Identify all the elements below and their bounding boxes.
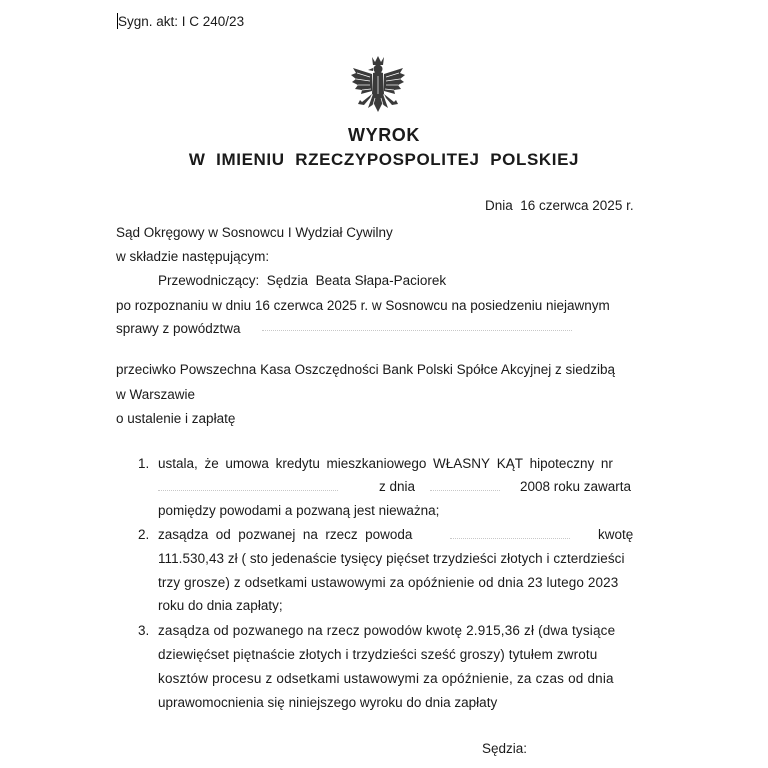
ruling-1-date-label: z dnia xyxy=(379,479,416,494)
document-title: WYROK xyxy=(348,125,420,145)
ruling-3-line-3: kosztów procesu z odsetkami ustawowymi za opóźnienie, za czas od dnia xyxy=(158,671,614,686)
word: ustala, xyxy=(158,456,198,471)
court-name: Sąd Okręgowy w Sosnowcu I Wydział Cywilny xyxy=(116,225,393,240)
case-from-label: sprawy z powództwa xyxy=(116,321,241,336)
defendant-line-1: przeciwko Powszechna Kasa Oszczędności Bank Polski Spółce Akcyjnej z siedzibą xyxy=(116,362,615,377)
ruling-1-line-1 xyxy=(158,455,613,472)
ruling-2-line-4: roku do dnia zapłaty; xyxy=(158,598,283,613)
presiding-judge: Przewodniczący: Sędzia Beata Słapa-Paciorek xyxy=(158,273,447,288)
word: mieszkaniowego xyxy=(326,456,427,471)
defendant-line-2: w Warszawie xyxy=(116,387,196,402)
word: kredytu xyxy=(275,456,320,471)
word: umowa xyxy=(225,456,269,471)
ruling-3-line-4: uprawomocnienia się niniejszego wyroku do dnia zapłaty xyxy=(158,695,498,710)
ruling-2-line-2: 111.530,43 zł ( sto jedenaście tysięcy pięćset trzydzieści złotych i czterdzieści xyxy=(158,551,625,566)
ruling-3-line-2: dziewięćset piętnaście złotych i trzydzieści sześć groszy) tytułem zwrotu xyxy=(158,647,598,662)
signature-label: Sędzia: xyxy=(482,741,528,756)
redacted-contract-date xyxy=(430,490,500,492)
ruling-2-line-3: trzy grosze) z odsetkami ustawowymi za opóźnienie od dnia 23 lutego 2023 xyxy=(158,575,619,590)
redacted-contract-number xyxy=(158,490,338,492)
ruling-2-line-1b: kwotę xyxy=(598,527,634,542)
case-signature: Sygn. akt: I C 240/23 xyxy=(118,14,245,29)
word: KĄT xyxy=(496,456,523,471)
ruling-2-line-1a: zasądza od pozwanej na rzecz powoda xyxy=(158,527,413,542)
hearing-info: po rozpoznaniu w dniu 16 czerwca 2025 r. w Sosnowcu na posiedzeniu niejawnym xyxy=(116,298,610,313)
redacted-plaintiff-name xyxy=(450,538,570,540)
word: hipoteczny xyxy=(529,456,595,471)
word: WŁASNY xyxy=(433,456,491,471)
ruling-3-line-1: zasądza od pozwanego na rzecz powodów kwotę 2.915,36 zł (dwa tysiące xyxy=(158,623,616,638)
eagle-icon xyxy=(348,54,408,120)
ruling-1-line-3: pomiędzy powodami a pozwaną jest nieważna; xyxy=(158,503,440,518)
ruling-number: 1. xyxy=(138,456,150,471)
document-subtitle: W IMIENIU RZECZYPOSPOLITEJ POLSKIEJ xyxy=(188,150,580,169)
word: nr xyxy=(600,456,613,471)
word: że xyxy=(204,456,219,471)
ruling-number: 3. xyxy=(138,623,150,638)
case-subject: o ustalenie i zapłatę xyxy=(116,411,236,426)
polish-eagle-emblem xyxy=(348,54,408,120)
composition-label: w składzie następującym: xyxy=(116,249,270,264)
ruling-number: 2. xyxy=(138,527,150,542)
redacted-plaintiffs xyxy=(262,330,572,332)
ruling-1-year: 2008 roku zawarta xyxy=(520,479,632,494)
judgment-date: Dnia 16 czerwca 2025 r. xyxy=(485,198,634,213)
